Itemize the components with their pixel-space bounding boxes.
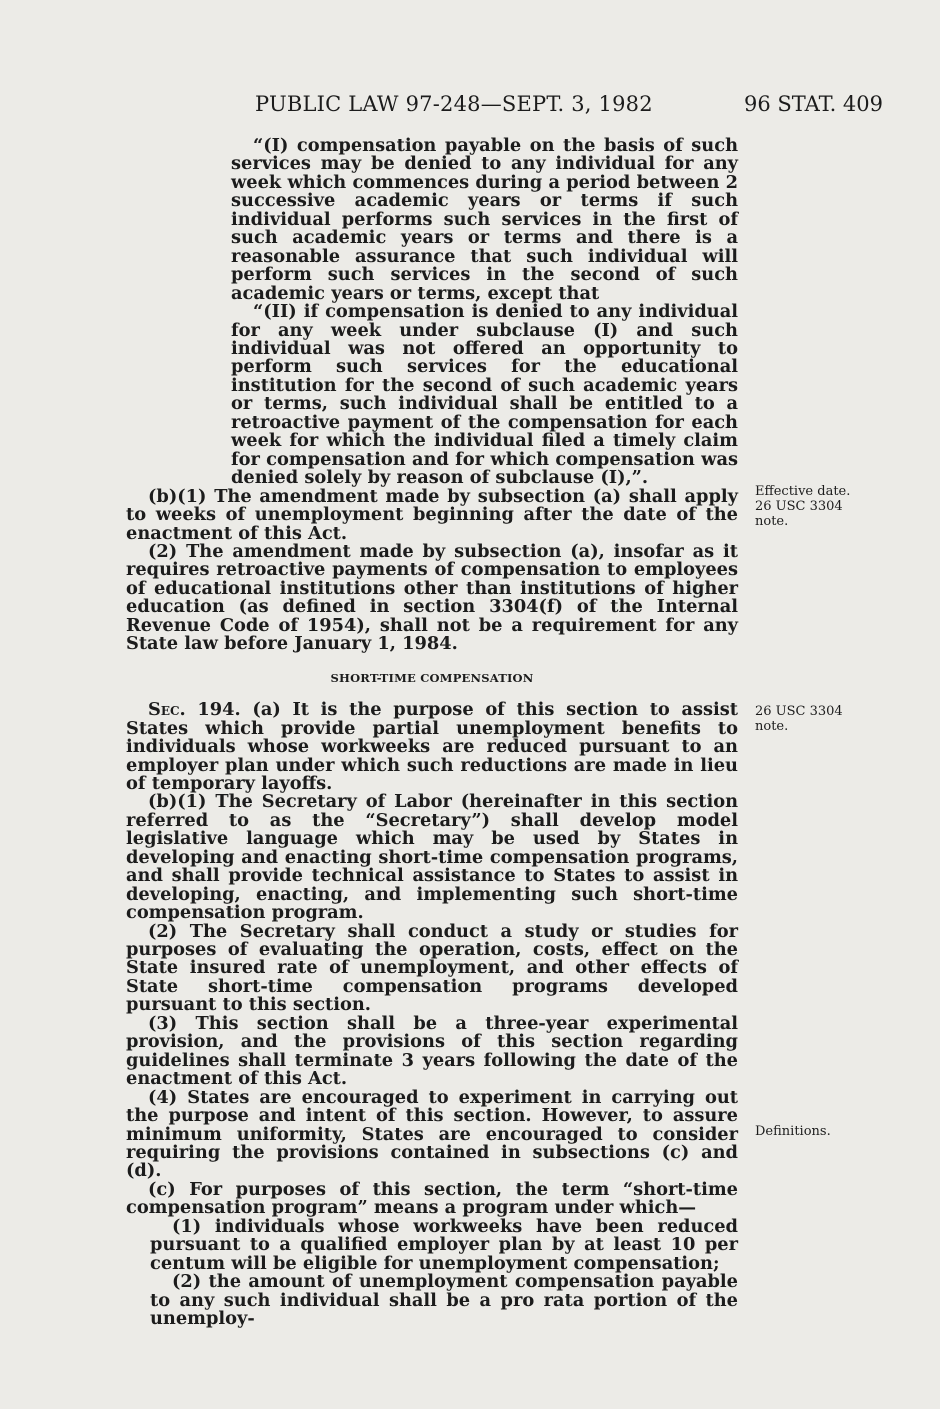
body-text: [126, 137, 738, 1329]
paragraph-194-b2: (2) The Secretary shall conduct a study or studies for purposes of evaluating the operation, costs, effect on the State insured rate of unemployment, and other effects of State short-time compensation programs developed pursuant to this section.: [126, 920, 738, 1016]
section-194-a: [126, 701, 738, 793]
paragraph-194-b1: (b)(1) The Secretary of Labor (hereinafter in this section referred to as the “Secretary”) shall develop model legislative language which may be used by States in developing and enacting short-time compensation programs, and shall provide technical assistance to States to assist in developing, enacting, and implementing such short-time compensation program.: [126, 791, 738, 924]
margin-note-line: Effective date.: [755, 484, 851, 499]
paragraph-194-c1: (1) individuals whose workweeks have been reduced pursuant to a qualified employer plan by at least 10 per centum will be eligible for unemployment compensation;: [150, 1215, 738, 1274]
margin-note-line: 26 USC 3304: [755, 704, 843, 719]
page-header: [0, 92, 940, 122]
margin-note-line: note.: [755, 719, 789, 734]
clause-ii: “(II) if compensation is denied to any individual for any week under subclause (I) and such individual was not offered an opportunity to perform such services for the educational institution for the second of such academic years or terms, such individual shall be entitled to a retroactive payment of the compensation for each week for which the individual filed a timely claim for compensation and for which compensation was denied solely by reason of subclause (I),”.: [231, 301, 738, 489]
margin-note-line: note.: [755, 514, 789, 529]
header-stat-page: 96 STAT. 409: [744, 92, 884, 116]
paragraph-194-b3: (3) This section shall be a three-year experimental provision, and the provisions of this section regarding guidelines shall terminate 3 years following the date of the enactment of this Act.: [126, 1012, 738, 1090]
section-heading: SHORT-TIME COMPENSATION: [330, 670, 534, 685]
header-title: PUBLIC LAW 97-248—SEPT. 3, 1982: [255, 92, 653, 116]
paragraph-b1: (b)(1) The amendment made by subsection (a) shall apply to weeks of unemployment beginning after the date of the enactment of this Act.: [126, 485, 738, 544]
margin-note-line: 26 USC 3304: [755, 499, 843, 514]
section-194-a-text: 194. (a) It is the purpose of this section to assist States which provide partial unemployment benefits to individuals whose workweeks are reduced pursuant to an employer plan under which such reductions are made in lieu of temporary layoffs.: [126, 699, 738, 794]
margin-note-line: Definitions.: [755, 1124, 831, 1139]
paragraph-194-b4: (4) States are encouraged to experiment in carrying out the purpose and intent of this section. However, to assure minimum uniformity, States are encouraged to consider requiring the provisions contained in subsections (c) and (d).: [126, 1086, 738, 1182]
paragraph-194-c2: (2) the amount of unemployment compensation payable to any such individual shall be a pro rata portion of the unemploy-: [150, 1271, 738, 1330]
sec-abbrev: Sec.: [148, 699, 186, 721]
clause-i: “(I) compensation payable on the basis of such services may be denied to any individual for any week which commences during a period between 2 successive academic years or terms if such individual performs such services in the first of such academic years or terms and there is a reasonable assurance that such individual will perform such services in the second of such academic years or terms, except that: [231, 135, 738, 304]
paragraph-b2: (2) The amendment made by subsection (a), insofar as it requires retroactive payments of compensation to employees of educational institutions other than institutions of higher education (as defined in section 3304(f) of the Internal Revenue Code of 1954), shall not be a requirement for any State law before January 1, 1984.: [126, 540, 738, 655]
paragraph-194-c: (c) For purposes of this section, the term “short-time compensation program” means a program under which—: [126, 1178, 738, 1219]
margin-note-usc: [755, 704, 875, 734]
margin-note-definitions: [755, 1124, 875, 1139]
margin-note-effective-date: [755, 484, 875, 529]
